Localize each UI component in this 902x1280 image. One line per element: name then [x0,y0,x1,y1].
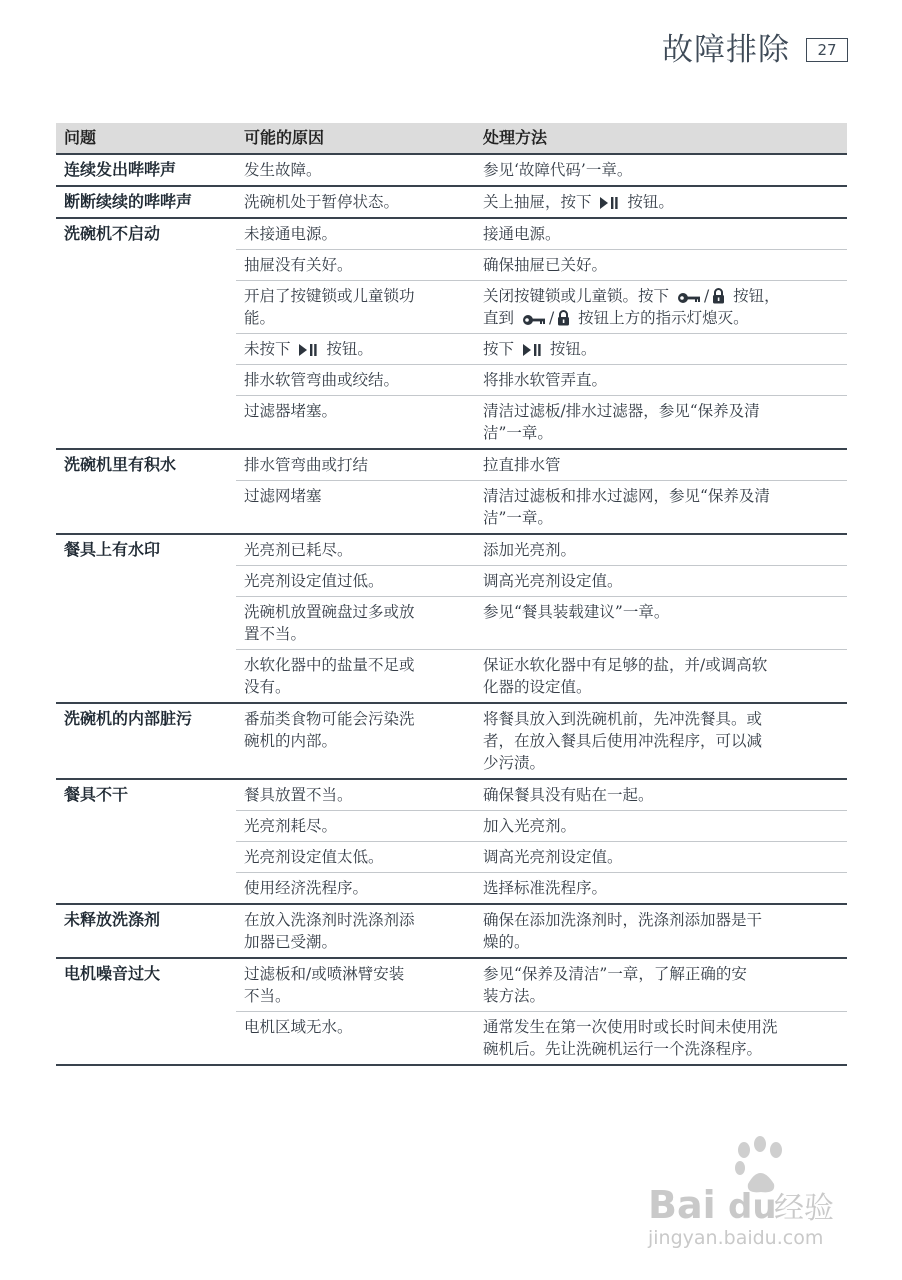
baidu-jingyan-watermark [644,1132,854,1252]
watermark-brand: Bai [648,1183,716,1227]
solution-cell: 通常发生在第一次使用时或长时间未使用洗 碗机后。先让洗碗机运行一个洗涤程序。 [483,1018,778,1058]
solution-cell: 参见‘故障代码’一章。 [483,161,633,179]
table-row [236,905,847,957]
table-header [56,123,847,155]
problem-label: 未释放洗涤剂 [64,910,161,929]
table-row [236,596,847,649]
page-title: 故障排除 [662,32,790,68]
solution-cell: 调高光亮剂设定值。 [483,572,623,590]
problem-label: 餐具不干 [64,785,129,804]
table-row [236,649,847,702]
table-body [56,155,847,1066]
table-row [236,450,847,480]
solution-cell: 加入光亮剂。 [483,817,577,835]
cause-cell: 电机区域无水。 [244,1018,353,1036]
table-row [236,187,847,217]
cause-cell: 光亮剂设定值太低。 [244,848,384,866]
cause-cell: 在放入洗涤剂时洗涤剂添 加器已受潮。 [244,911,415,951]
solution-cell: 将排水软管弄直。 [483,371,608,389]
problem-group [56,219,847,450]
table-row [236,535,847,565]
play-pause-icon [295,340,321,358]
table-row [236,155,847,185]
table-row [236,780,847,810]
solution-cell: 参见“餐具装载建议”一章。 [483,603,670,621]
paw-logo-icon [735,1136,782,1192]
problem-label: 洗碗机的内部脏污 [64,709,193,728]
table-row [236,1011,847,1064]
cause-cell: 开启了按键锁或儿童锁功 能。 [244,287,415,327]
problem-group [56,535,847,704]
problem-label: 洗碗机不启动 [64,224,161,243]
problem-label: 餐具上有水印 [64,540,161,559]
solution-cell: 将餐具放入到洗碗机前，先冲洗餐具。或 者，在放入餐具后使用冲洗程序，可以减 少污渍。 [483,710,763,772]
solution-cell: 关上抽屉，按下 按钮。 [483,193,674,211]
page-number: 27 [806,38,848,62]
problem-label: 连续发出哔哔声 [64,160,177,179]
cause-cell: 使用经济洗程序。 [244,879,369,897]
cause-cell: 排水软管弯曲或绞结。 [244,371,400,389]
key-icon [519,309,549,327]
problem-group [56,450,847,535]
problem-label: 洗碗机里有积水 [64,455,177,474]
solution-cell: 按下 按钮。 [483,340,597,358]
header-problem: 问题 [64,128,97,147]
solution-cell: 关闭按键锁或儿童锁。按下 / 按钮， 直到 / 按钮上方的指示灯熄灭。 [483,287,780,327]
watermark-brand-cn: 经验 [774,1191,834,1226]
header-cause: 可能的原因 [244,128,325,147]
header-solution: 处理方法 [483,128,548,147]
cause-cell: 抽屉没有关好。 [244,256,353,274]
cause-cell: 过滤网堵塞 [244,487,322,505]
problem-group [56,704,847,780]
cause-cell: 未按下 按钮。 [244,340,373,358]
watermark-brand-mid: du [728,1187,777,1227]
table-row [236,810,847,841]
table-row [236,219,847,249]
solution-cell: 拉直排水管 [483,456,561,474]
problem-label: 电机噪音过大 [64,964,161,983]
solution-cell: 参见“保养及清洁”一章，了解正确的安 装方法。 [483,965,747,1005]
play-pause-icon [596,193,622,211]
watermark-url: jingyan.baidu.com [648,1227,824,1249]
cause-cell: 排水管弯曲或打结 [244,456,369,474]
table-row [236,704,847,778]
problem-group [56,187,847,219]
lock-icon [709,287,728,305]
lock-icon [554,309,573,327]
solution-cell: 确保抽屉已关好。 [483,256,608,274]
troubleshooting-table [56,123,847,1066]
problem-label: 断断续续的哔哔声 [64,192,193,211]
solution-cell: 添加光亮剂。 [483,541,577,559]
table-row [236,959,847,1011]
key-icon [674,287,704,305]
cause-cell: 光亮剂设定值过低。 [244,572,384,590]
solution-cell: 确保在添加洗涤剂时，洗涤剂添加器是干 燥的。 [483,911,763,951]
cause-cell: 过滤器堵塞。 [244,402,338,420]
cause-cell: 光亮剂已耗尽。 [244,541,353,559]
problem-group [56,155,847,187]
table-row [236,395,847,448]
play-pause-icon [519,340,545,358]
cause-cell: 发生故障。 [244,161,322,179]
cause-cell: 未接通电源。 [244,225,338,243]
solution-cell: 选择标准洗程序。 [483,879,608,897]
solution-cell: 接通电源。 [483,225,561,243]
problem-group [56,905,847,959]
solution-cell: 确保餐具没有贴在一起。 [483,786,654,804]
table-row [236,565,847,596]
cause-cell: 番茄类食物可能会污染洗 碗机的内部。 [244,710,415,750]
page-header [662,30,848,70]
problem-group [56,780,847,905]
table-row [236,364,847,395]
table-row [236,872,847,903]
solution-cell: 清洁过滤板和排水过滤网，参见“保养及清 洁”一章。 [483,487,770,527]
table-row [236,480,847,533]
table-row [236,280,847,333]
cause-cell: 洗碗机处于暂停状态。 [244,193,400,211]
solution-cell: 保证水软化器中有足够的盐，并/或调高软 化器的设定值。 [483,656,768,696]
problem-group [56,959,847,1066]
cause-cell: 过滤板和/或喷淋臂安装 不当。 [244,965,405,1005]
table-row [236,249,847,280]
cause-cell: 洗碗机放置碗盘过多或放 置不当。 [244,603,415,643]
cause-cell: 光亮剂耗尽。 [244,817,338,835]
solution-cell: 调高光亮剂设定值。 [483,848,623,866]
table-row [236,333,847,364]
solution-cell: 清洁过滤板/排水过滤器，参见“保养及清 洁”一章。 [483,402,760,442]
cause-cell: 水软化器中的盐量不足或 没有。 [244,656,415,696]
table-row [236,841,847,872]
cause-cell: 餐具放置不当。 [244,786,353,804]
